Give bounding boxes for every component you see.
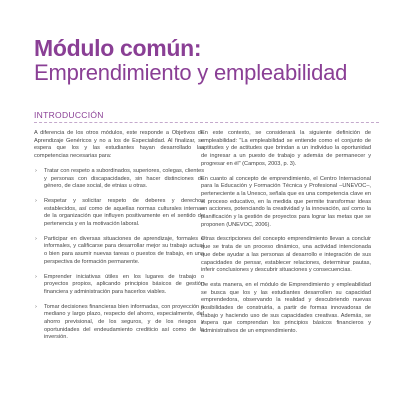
module-subtitle: Emprendimiento y empleabilidad [34, 60, 348, 85]
list-item [34, 236, 204, 267]
list-item [34, 304, 204, 343]
list-item-text: Participar en diversas situaciones de aprendizaje, formales e informales, y calificarse para desarrollar mejor su trabajo actual o bien para asumir nuevas tareas o puestos de trabajo, en una perspectiva de formación permanente. [44, 235, 204, 265]
left-column [34, 130, 204, 349]
list-item-text: Respetar y solicitar respeto de deberes y derechos establecidos, así como de aquellas normas culturales internas de la organización que influyen positivamente en el sentido de pertenencia y en la motivación laboral. [44, 197, 204, 228]
body-paragraph: En este contexto, se considerará la siguiente definición de empleabilidad: "La empleabilidad se entiende como el conjunto de aptitudes y de actitudes que brindan a un individuo la oportunidad de ingresar a un puesto de trabajo y además de permanecer y progresar en él" (Campos, 2003, p. 3). [201, 130, 371, 167]
list-item-text: Tratar con respeto a subordinados, superiores, colegas, clientes y personas con discapacidades, sin hacer distinciones de género, de clase social, de etnias u otras. [44, 167, 204, 190]
module-title: Módulo común: [34, 35, 202, 61]
list-item-text: Tomar decisiones financieras bien informadas, con proyección a mediano y largo plazo, respecto del ahorro, especialmente, del ahorro previsional, de los seguros, y de los riesgos y oportunidades del endeudamiento crediticio así como de la inversión. [44, 303, 204, 341]
body-paragraph: Otras descripciones del concepto emprendimiento llevan a concluir que se trata de un proceso dinámico, una actividad intencionada que debe ayudar a las personas al desarrollo e integración de sus capacidades de pensar, establecer relaciones, determinar pautas, inferir conclusiones y descubrir situaciones y consecuencias. [201, 236, 371, 274]
section-divider [34, 122, 379, 123]
bullet-marker: › [35, 197, 37, 204]
list-item-text: Emprender iniciativas útiles en los lugares de trabajo o proyectos propios, aplicando principios básicos de gestión financiera y administración para hacerlos viables. [44, 273, 204, 295]
right-column [201, 130, 371, 343]
competencies-list [34, 168, 204, 342]
bullet-marker: › [35, 235, 37, 242]
bullet-marker: › [35, 273, 37, 280]
list-item [34, 198, 204, 229]
bullet-marker: › [35, 303, 37, 310]
list-item [34, 274, 204, 297]
list-item [34, 168, 204, 191]
body-paragraph: De esta manera, en el módulo de Emprendimiento y empleabilidad se busca que los y las estudiantes desarrollen su capacidad emprendedora, observando la realidad y descubriendo nuevas posibilidades de construirla, a partir de formas innovadoras de trabajo y haciendo uso de sus capacidades creativas. Además, se espera que comprendan los principios básicos financieros y administrativos de un emprendimiento. [201, 281, 371, 335]
intro-paragraph: A diferencia de los otros módulos, este responde a Objetivos de Aprendizaje Genéricos y no a los de Especialidad. Al finalizar, se espera que los y las estudiantes hayan desarrollado las competencias necesarias para: [34, 130, 204, 160]
body-paragraph: En cuanto al concepto de emprendimiento, el Centro Internacional para la Educación y Formación Técnica y Profesional –UNEVOC–, perteneciente a la Unesco, señala que es una competencia clave en el proceso educativo, en la medida que permite transformar ideas en acciones, potenciando la creatividad y la innovación, así como la planificación y la gestión de proyectos para lograr las metas que se proponen (UNEVOC, 2006). [201, 175, 371, 228]
section-heading: INTRODUCCIÓN [34, 110, 104, 120]
bullet-marker: › [35, 167, 37, 174]
